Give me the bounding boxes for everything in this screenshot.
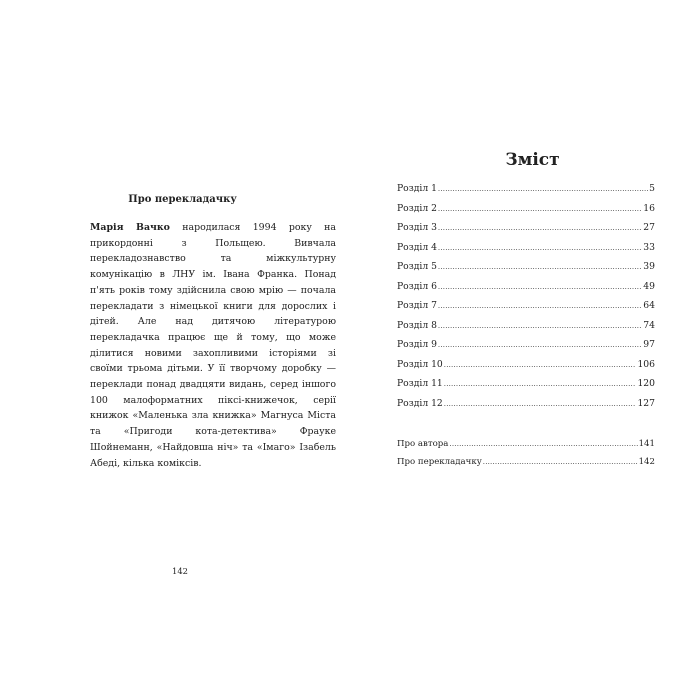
translator-bio-text: народилася 1994 року на прикордонні з Польщею. Вивчала перекладознавство та міжкультурну комунікацію в ЛНУ ім. Івана Франка. Понад п'ять років тому здійснила свою мрію — почала перекладати з німецької книги для дорослих і дітей. Але над дитячою літературою перекладачка працює ще й тому, що може ділитися новими захопливими історіями зі своїми трьома дітьми. У її творчому доробку — переклади понад двадцяти видань, серед іншого 100 малоформатних піксі-книжечок, серії книжок «Маленька зла книжка» Магнуса Міста та «Пригоди кота-детектива» Фрауке Шойнеманн, «Найдовша ніч» та «Імаго» Ізабель Абеді, кілька коміксів. xyxy=(90,222,336,469)
toc-leader xyxy=(438,283,642,291)
toc-leader xyxy=(438,322,642,330)
toc-entry-label: Розділ 1 xyxy=(397,183,437,194)
toc-entry-label: Розділ 8 xyxy=(397,319,437,331)
toc-entry xyxy=(397,398,655,418)
toc-entry xyxy=(397,439,655,457)
toc-leader xyxy=(438,224,642,232)
right-page xyxy=(350,0,700,700)
toc-entry xyxy=(397,183,655,203)
toc-entry xyxy=(397,203,655,223)
toc-entry-label: Про автора xyxy=(397,439,449,449)
toc-entry-page: 97 xyxy=(643,339,655,350)
translator-section-title: Про перекладачку xyxy=(128,194,237,205)
translator-name: Марія Вачко xyxy=(90,222,170,233)
toc-entry-label: Про перекладачку xyxy=(397,457,482,467)
toc-entry-page: 74 xyxy=(643,319,655,331)
toc-entry-page: 27 xyxy=(643,222,655,233)
toc-entry-page: 49 xyxy=(643,280,655,292)
toc-leader xyxy=(483,458,638,466)
toc-entry-page: 33 xyxy=(643,241,655,253)
toc-entry-label: Розділ 11 xyxy=(397,378,443,389)
toc-extras-list xyxy=(397,439,655,475)
toc-leader xyxy=(444,380,637,388)
toc-entry-label: Розділ 6 xyxy=(397,280,437,292)
toc-entry-label: Розділ 9 xyxy=(397,339,437,350)
toc-entry-page: 16 xyxy=(643,202,655,214)
toc-leader xyxy=(438,341,642,349)
toc-entry-page: 106 xyxy=(637,358,655,370)
toc-entry-page: 142 xyxy=(638,457,655,467)
toc-leader xyxy=(438,244,642,252)
toc-entry xyxy=(397,300,655,320)
toc-leader xyxy=(438,205,642,213)
toc-entry-page: 120 xyxy=(637,378,655,389)
toc-entry xyxy=(397,457,655,475)
page-number: 142 xyxy=(172,566,188,576)
toc-leader xyxy=(449,440,637,448)
toc-leader xyxy=(438,263,642,271)
toc-entry xyxy=(397,261,655,281)
toc-entry-page: 64 xyxy=(643,300,655,311)
toc-entry-label: Розділ 12 xyxy=(397,397,443,409)
toc-entry xyxy=(397,320,655,340)
toc-entry xyxy=(397,359,655,379)
toc-entry xyxy=(397,242,655,262)
toc-entry xyxy=(397,222,655,242)
toc-leader xyxy=(444,400,637,408)
toc-entry xyxy=(397,281,655,301)
toc-entry-page: 39 xyxy=(643,261,655,272)
toc-entry-label: Розділ 2 xyxy=(397,202,437,214)
toc-leader xyxy=(438,302,642,310)
toc-entry-page: 5 xyxy=(649,183,655,194)
toc-leader xyxy=(444,361,637,369)
toc-title: Зміст xyxy=(505,150,560,170)
toc-leader xyxy=(438,185,648,193)
toc-entry-label: Розділ 3 xyxy=(397,222,437,233)
translator-bio xyxy=(90,220,336,471)
toc-entry-label: Розділ 4 xyxy=(397,241,437,253)
toc-entry-page: 127 xyxy=(637,397,655,409)
toc-entry xyxy=(397,339,655,359)
toc-entry xyxy=(397,378,655,398)
toc-entry-page: 141 xyxy=(638,439,655,449)
toc-entry-label: Розділ 7 xyxy=(397,300,437,311)
toc-entry-label: Розділ 10 xyxy=(397,358,443,370)
toc-entry-label: Розділ 5 xyxy=(397,261,437,272)
toc-chapters-list xyxy=(397,183,655,417)
